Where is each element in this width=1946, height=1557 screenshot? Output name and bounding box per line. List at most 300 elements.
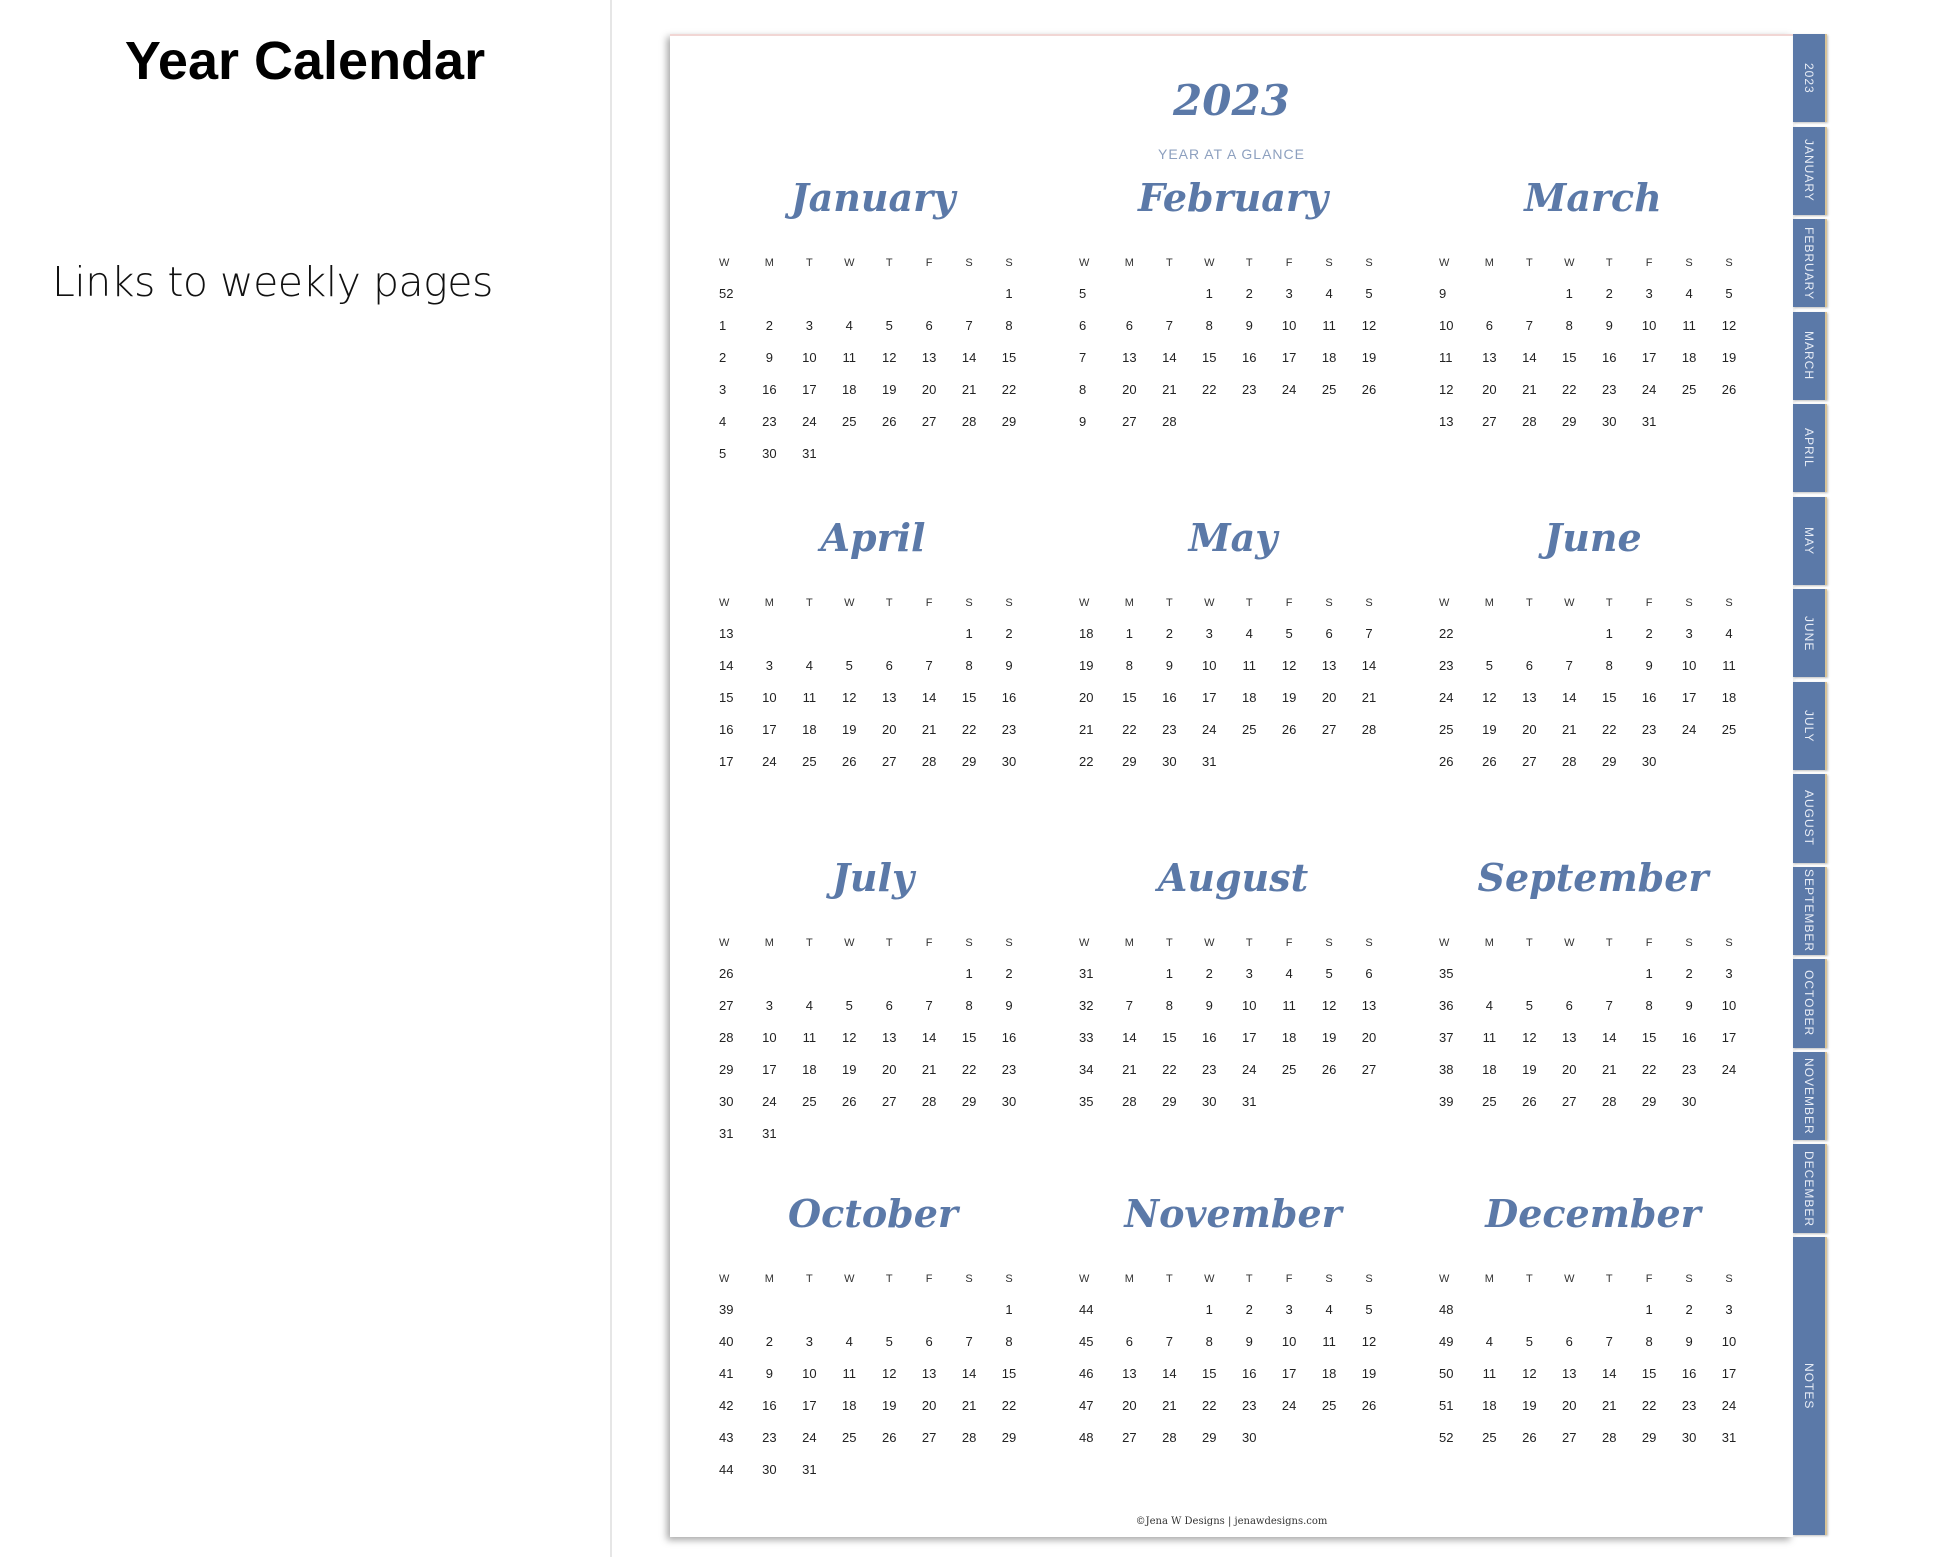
day-cell[interactable]: 22 [1202,1397,1217,1413]
day-cell[interactable]: 15 [1202,349,1217,365]
day-cell[interactable]: 5 [1525,1333,1533,1349]
day-cell[interactable]: 3 [1685,625,1693,641]
day-cell[interactable]: 30 [1641,753,1657,769]
week-number-link[interactable]: 25 [1439,721,1454,737]
day-cell[interactable]: 21 [1361,689,1377,705]
day-cell[interactable]: 5 [1725,285,1733,301]
day-cell[interactable]: 23 [1641,721,1657,737]
day-cell[interactable]: 24 [1202,721,1217,737]
day-cell[interactable]: 17 [802,381,817,397]
day-cell[interactable]: 16 [1641,689,1657,705]
day-cell[interactable]: 29 [1122,753,1137,769]
day-cell[interactable]: 27 [1321,721,1337,737]
day-cell[interactable]: 26 [1482,753,1497,769]
day-cell[interactable]: 25 [1321,381,1337,397]
day-cell[interactable]: 14 [961,349,977,365]
day-cell[interactable]: 19 [1482,721,1497,737]
day-cell[interactable]: 30 [1202,1093,1217,1109]
day-cell[interactable]: 19 [1522,1061,1537,1077]
day-cell[interactable]: 12 [1361,1333,1377,1349]
day-cell[interactable]: 30 [762,445,777,461]
day-cell[interactable]: 6 [1565,997,1573,1013]
day-cell[interactable]: 4 [1725,625,1733,641]
week-number-link[interactable]: 2 [719,349,727,365]
day-cell[interactable]: 16 [762,381,777,397]
day-cell[interactable]: 1 [1605,625,1613,641]
day-cell[interactable]: 19 [1721,349,1737,365]
day-cell[interactable]: 20 [921,1397,937,1413]
day-cell[interactable]: 5 [1485,657,1493,673]
day-cell[interactable]: 24 [762,1093,777,1109]
day-cell[interactable]: 1 [1205,1301,1213,1317]
day-cell[interactable]: 15 [961,1029,977,1045]
day-cell[interactable]: 19 [1361,1365,1377,1381]
day-cell[interactable]: 24 [1641,381,1657,397]
week-number-link[interactable]: 43 [719,1429,734,1445]
day-cell[interactable]: 26 [1522,1093,1537,1109]
day-cell[interactable]: 15 [1641,1029,1657,1045]
day-cell[interactable]: 20 [921,381,937,397]
day-cell[interactable]: 16 [1001,1029,1017,1045]
day-cell[interactable]: 25 [1482,1429,1497,1445]
week-number-link[interactable]: 17 [719,753,734,769]
day-cell[interactable]: 1 [965,625,973,641]
day-cell[interactable]: 7 [1165,317,1173,333]
day-cell[interactable]: 1 [1125,625,1133,641]
day-cell[interactable]: 10 [1281,317,1297,333]
week-number-link[interactable]: 9 [1079,413,1087,429]
week-number-link[interactable]: 37 [1439,1029,1454,1045]
day-cell[interactable]: 1 [1645,1301,1653,1317]
day-cell[interactable]: 25 [802,1093,817,1109]
week-number-link[interactable]: 52 [719,285,734,301]
day-cell[interactable]: 20 [881,721,897,737]
week-number-link[interactable]: 26 [719,965,734,981]
week-number-link[interactable]: 49 [1439,1333,1454,1349]
week-number-link[interactable]: 6 [1079,317,1087,333]
day-cell[interactable]: 25 [1281,1061,1297,1077]
day-cell[interactable]: 6 [1125,317,1133,333]
week-number-link[interactable]: 24 [1439,689,1454,705]
day-cell[interactable]: 1 [965,965,973,981]
day-cell[interactable]: 12 [881,349,897,365]
day-cell[interactable]: 15 [1562,349,1577,365]
day-cell[interactable]: 21 [961,1397,977,1413]
week-number-link[interactable]: 31 [719,1125,734,1141]
day-cell[interactable]: 24 [1281,1397,1297,1413]
day-cell[interactable]: 9 [765,349,773,365]
week-number-link[interactable]: 47 [1079,1397,1094,1413]
day-cell[interactable]: 30 [1241,1429,1257,1445]
week-number-link[interactable]: 1 [719,317,727,333]
day-cell[interactable]: 24 [1721,1397,1737,1413]
day-cell[interactable]: 17 [1281,349,1297,365]
day-cell[interactable]: 2 [1645,625,1653,641]
week-number-link[interactable]: 3 [719,381,727,397]
week-number-link[interactable]: 12 [1439,381,1454,397]
day-cell[interactable]: 29 [1641,1093,1657,1109]
day-cell[interactable]: 30 [1681,1093,1697,1109]
day-cell[interactable]: 15 [961,689,977,705]
tab-april[interactable] [1793,404,1827,492]
day-cell[interactable]: 4 [845,317,853,333]
day-cell[interactable]: 9 [1685,997,1693,1013]
day-cell[interactable]: 4 [1325,285,1333,301]
day-cell[interactable]: 5 [1365,1301,1373,1317]
day-cell[interactable]: 16 [1681,1365,1697,1381]
day-cell[interactable]: 27 [1122,1429,1137,1445]
day-cell[interactable]: 27 [881,1093,897,1109]
day-cell[interactable]: 27 [921,413,937,429]
day-cell[interactable]: 19 [881,381,897,397]
day-cell[interactable]: 13 [881,1029,897,1045]
month-name[interactable]: October [788,1191,958,1236]
day-cell[interactable]: 7 [925,997,933,1013]
day-cell[interactable]: 2 [1005,965,1013,981]
day-cell[interactable]: 9 [765,1365,773,1381]
day-cell[interactable]: 11 [842,349,857,365]
day-cell[interactable]: 11 [842,1365,857,1381]
week-number-link[interactable]: 52 [1439,1429,1454,1445]
day-cell[interactable]: 8 [1205,317,1213,333]
week-number-link[interactable]: 23 [1439,657,1454,673]
week-number-link[interactable]: 44 [1079,1301,1094,1317]
month-name[interactable]: September [1477,855,1709,900]
day-cell[interactable]: 17 [802,1397,817,1413]
day-cell[interactable]: 17 [1281,1365,1297,1381]
day-cell[interactable]: 11 [1682,317,1696,333]
day-cell[interactable]: 23 [762,413,777,429]
week-number-link[interactable]: 48 [1439,1301,1454,1317]
day-cell[interactable]: 31 [802,445,817,461]
day-cell[interactable]: 7 [1605,1333,1613,1349]
day-cell[interactable]: 16 [1162,689,1177,705]
day-cell[interactable]: 14 [1562,689,1577,705]
day-cell[interactable]: 8 [1645,997,1653,1013]
day-cell[interactable]: 2 [1685,1301,1693,1317]
day-cell[interactable]: 29 [961,753,977,769]
day-cell[interactable]: 18 [1321,1365,1337,1381]
week-number-link[interactable]: 38 [1439,1061,1454,1077]
day-cell[interactable]: 15 [1162,1029,1177,1045]
day-cell[interactable]: 10 [1202,657,1217,673]
day-cell[interactable]: 30 [1601,413,1617,429]
day-cell[interactable]: 20 [1361,1029,1377,1045]
day-cell[interactable]: 29 [1601,753,1617,769]
day-cell[interactable]: 21 [1122,1061,1137,1077]
day-cell[interactable]: 26 [881,413,897,429]
day-cell[interactable]: 21 [921,721,937,737]
day-cell[interactable]: 18 [1281,1029,1297,1045]
day-cell[interactable]: 23 [1241,381,1257,397]
day-cell[interactable]: 9 [1645,657,1653,673]
day-cell[interactable]: 22 [1162,1061,1177,1077]
day-cell[interactable]: 15 [1641,1365,1657,1381]
day-cell[interactable]: 12 [1321,997,1337,1013]
day-cell[interactable]: 23 [1601,381,1617,397]
day-cell[interactable]: 13 [1482,349,1497,365]
day-cell[interactable]: 26 [1522,1429,1537,1445]
day-cell[interactable]: 7 [925,657,933,673]
day-cell[interactable]: 7 [1165,1333,1173,1349]
day-cell[interactable]: 31 [1721,1429,1737,1445]
day-cell[interactable]: 16 [762,1397,777,1413]
tab-february[interactable] [1793,219,1827,307]
day-cell[interactable]: 5 [845,657,853,673]
day-cell[interactable]: 30 [1001,753,1017,769]
day-cell[interactable]: 24 [762,753,777,769]
day-cell[interactable]: 17 [762,1061,777,1077]
day-cell[interactable]: 9 [1005,997,1013,1013]
day-cell[interactable]: 18 [1241,689,1257,705]
day-cell[interactable]: 25 [1681,381,1697,397]
day-cell[interactable]: 28 [961,1429,977,1445]
day-cell[interactable]: 13 [1122,349,1137,365]
week-number-link[interactable]: 14 [719,657,734,673]
day-cell[interactable]: 23 [1202,1061,1217,1077]
day-cell[interactable]: 12 [1482,689,1497,705]
month-name[interactable]: August [1157,855,1309,900]
day-cell[interactable]: 8 [1565,317,1573,333]
day-cell[interactable]: 4 [1245,625,1253,641]
day-cell[interactable]: 31 [1241,1093,1257,1109]
day-cell[interactable]: 22 [961,1061,977,1077]
day-cell[interactable]: 24 [1681,721,1697,737]
week-number-link[interactable]: 4 [719,413,727,429]
day-cell[interactable]: 6 [1485,317,1493,333]
day-cell[interactable]: 12 [1721,317,1737,333]
day-cell[interactable]: 6 [1325,625,1333,641]
day-cell[interactable]: 11 [1322,1333,1336,1349]
day-cell[interactable]: 11 [1322,317,1336,333]
day-cell[interactable]: 13 [1122,1365,1137,1381]
week-number-link[interactable]: 5 [1079,285,1087,301]
day-cell[interactable]: 10 [1241,997,1257,1013]
tab-june[interactable] [1793,589,1827,677]
day-cell[interactable]: 2 [1005,625,1013,641]
day-cell[interactable]: 2 [1685,965,1693,981]
day-cell[interactable]: 17 [1202,689,1217,705]
day-cell[interactable]: 21 [1601,1061,1617,1077]
day-cell[interactable]: 25 [802,753,817,769]
day-cell[interactable]: 7 [1605,997,1613,1013]
day-cell[interactable]: 11 [802,689,817,705]
week-number-link[interactable]: 27 [719,997,734,1013]
day-cell[interactable]: 2 [765,317,773,333]
day-cell[interactable]: 26 [1281,721,1297,737]
week-number-link[interactable]: 18 [1079,625,1094,641]
week-number-link[interactable]: 5 [719,445,727,461]
day-cell[interactable]: 19 [1522,1397,1537,1413]
month-name[interactable]: February [1137,175,1329,220]
day-cell[interactable]: 3 [1285,285,1293,301]
week-number-link[interactable]: 51 [1439,1397,1454,1413]
tab-july[interactable] [1793,682,1827,770]
day-cell[interactable]: 6 [1125,1333,1133,1349]
week-number-link[interactable]: 39 [719,1301,734,1317]
week-number-link[interactable]: 36 [1439,997,1454,1013]
week-number-link[interactable]: 34 [1079,1061,1094,1077]
day-cell[interactable]: 23 [1681,1397,1697,1413]
day-cell[interactable]: 21 [1162,1397,1177,1413]
day-cell[interactable]: 29 [1202,1429,1217,1445]
day-cell[interactable]: 15 [1001,349,1017,365]
day-cell[interactable]: 6 [1525,657,1533,673]
day-cell[interactable]: 14 [921,1029,937,1045]
day-cell[interactable]: 8 [1005,1333,1013,1349]
day-cell[interactable]: 7 [1365,625,1373,641]
day-cell[interactable]: 4 [845,1333,853,1349]
day-cell[interactable]: 20 [1562,1397,1577,1413]
day-cell[interactable]: 25 [1241,721,1257,737]
week-number-link[interactable]: 16 [719,721,734,737]
day-cell[interactable]: 29 [1562,413,1577,429]
day-cell[interactable]: 23 [1681,1061,1697,1077]
day-cell[interactable]: 3 [765,997,773,1013]
day-cell[interactable]: 16 [1001,689,1017,705]
day-cell[interactable]: 25 [842,1429,857,1445]
week-number-link[interactable]: 26 [1439,753,1454,769]
week-number-link[interactable]: 32 [1079,997,1094,1013]
day-cell[interactable]: 6 [1565,1333,1573,1349]
week-number-link[interactable]: 50 [1439,1365,1454,1381]
day-cell[interactable]: 1 [1645,965,1653,981]
week-number-link[interactable]: 22 [1439,625,1454,641]
day-cell[interactable]: 27 [1562,1093,1577,1109]
day-cell[interactable]: 23 [1001,1061,1017,1077]
day-cell[interactable]: 12 [1522,1029,1537,1045]
month-name[interactable]: March [1524,175,1662,220]
day-cell[interactable]: 4 [805,657,813,673]
day-cell[interactable]: 19 [1321,1029,1337,1045]
day-cell[interactable]: 13 [1562,1029,1577,1045]
day-cell[interactable]: 28 [1162,413,1177,429]
day-cell[interactable]: 5 [845,997,853,1013]
tab-march[interactable] [1793,312,1827,400]
day-cell[interactable]: 9 [1165,657,1173,673]
day-cell[interactable]: 23 [1162,721,1177,737]
day-cell[interactable]: 20 [1122,381,1137,397]
day-cell[interactable]: 4 [1685,285,1693,301]
day-cell[interactable]: 13 [921,1365,937,1381]
day-cell[interactable]: 4 [805,997,813,1013]
week-number-link[interactable]: 10 [1439,317,1454,333]
day-cell[interactable]: 16 [1241,1365,1257,1381]
day-cell[interactable]: 28 [961,413,977,429]
day-cell[interactable]: 9 [1245,317,1253,333]
week-number-link[interactable]: 19 [1079,657,1094,673]
day-cell[interactable]: 2 [765,1333,773,1349]
day-cell[interactable]: 7 [1525,317,1533,333]
tab-august[interactable] [1793,774,1827,862]
day-cell[interactable]: 3 [1285,1301,1293,1317]
day-cell[interactable]: 15 [1202,1365,1217,1381]
day-cell[interactable]: 11 [1282,997,1296,1013]
day-cell[interactable]: 7 [1125,997,1133,1013]
day-cell[interactable]: 30 [1001,1093,1017,1109]
week-number-link[interactable]: 8 [1079,381,1087,397]
day-cell[interactable]: 31 [1202,753,1217,769]
day-cell[interactable]: 4 [1485,1333,1493,1349]
day-cell[interactable]: 1 [1205,285,1213,301]
day-cell[interactable]: 24 [802,1429,817,1445]
day-cell[interactable]: 7 [965,1333,973,1349]
day-cell[interactable]: 4 [1285,965,1293,981]
day-cell[interactable]: 2 [1245,1301,1253,1317]
day-cell[interactable]: 9 [1205,997,1213,1013]
day-cell[interactable]: 28 [1562,753,1577,769]
day-cell[interactable]: 9 [1605,317,1613,333]
tab-december[interactable] [1793,1144,1827,1232]
tab-notes[interactable] [1793,1237,1827,1535]
week-number-link[interactable]: 29 [719,1061,734,1077]
day-cell[interactable]: 19 [1361,349,1377,365]
day-cell[interactable]: 24 [802,413,817,429]
day-cell[interactable]: 22 [1202,381,1217,397]
day-cell[interactable]: 17 [1641,349,1657,365]
day-cell[interactable]: 21 [1562,721,1577,737]
day-cell[interactable]: 27 [1522,753,1537,769]
day-cell[interactable]: 22 [1001,1397,1017,1413]
day-cell[interactable]: 22 [1001,381,1017,397]
day-cell[interactable]: 8 [1125,657,1133,673]
day-cell[interactable]: 1 [1005,1301,1013,1317]
day-cell[interactable]: 14 [1122,1029,1137,1045]
day-cell[interactable]: 10 [762,689,777,705]
day-cell[interactable]: 2 [1165,625,1173,641]
day-cell[interactable]: 5 [1325,965,1333,981]
day-cell[interactable]: 29 [1162,1093,1177,1109]
day-cell[interactable]: 11 [802,1029,817,1045]
day-cell[interactable]: 19 [842,721,857,737]
day-cell[interactable]: 25 [1721,721,1737,737]
day-cell[interactable]: 11 [1722,657,1736,673]
day-cell[interactable]: 20 [1482,381,1497,397]
day-cell[interactable]: 20 [881,1061,897,1077]
day-cell[interactable]: 29 [1641,1429,1657,1445]
day-cell[interactable]: 28 [1162,1429,1177,1445]
day-cell[interactable]: 28 [921,753,937,769]
day-cell[interactable]: 18 [802,721,817,737]
day-cell[interactable]: 18 [842,1397,857,1413]
day-cell[interactable]: 18 [842,381,857,397]
week-number-link[interactable]: 46 [1079,1365,1094,1381]
day-cell[interactable]: 5 [1525,997,1533,1013]
day-cell[interactable]: 12 [1361,317,1377,333]
week-number-link[interactable]: 20 [1079,689,1094,705]
day-cell[interactable]: 3 [1205,625,1213,641]
day-cell[interactable]: 18 [1681,349,1697,365]
day-cell[interactable]: 27 [1562,1429,1577,1445]
day-cell[interactable]: 26 [1361,1397,1377,1413]
day-cell[interactable]: 7 [1565,657,1573,673]
day-cell[interactable]: 19 [1281,689,1297,705]
month-name[interactable]: April [820,515,926,560]
day-cell[interactable]: 22 [1641,1397,1657,1413]
day-cell[interactable]: 14 [1522,349,1537,365]
week-number-link[interactable]: 44 [719,1461,734,1477]
day-cell[interactable]: 19 [842,1061,857,1077]
month-name[interactable]: December [1485,1191,1701,1236]
day-cell[interactable]: 8 [965,997,973,1013]
day-cell[interactable]: 21 [921,1061,937,1077]
day-cell[interactable]: 29 [1001,1429,1017,1445]
day-cell[interactable]: 14 [1162,349,1177,365]
day-cell[interactable]: 9 [1685,1333,1693,1349]
day-cell[interactable]: 21 [1601,1397,1617,1413]
day-cell[interactable]: 11 [1242,657,1256,673]
day-cell[interactable]: 20 [1522,721,1537,737]
